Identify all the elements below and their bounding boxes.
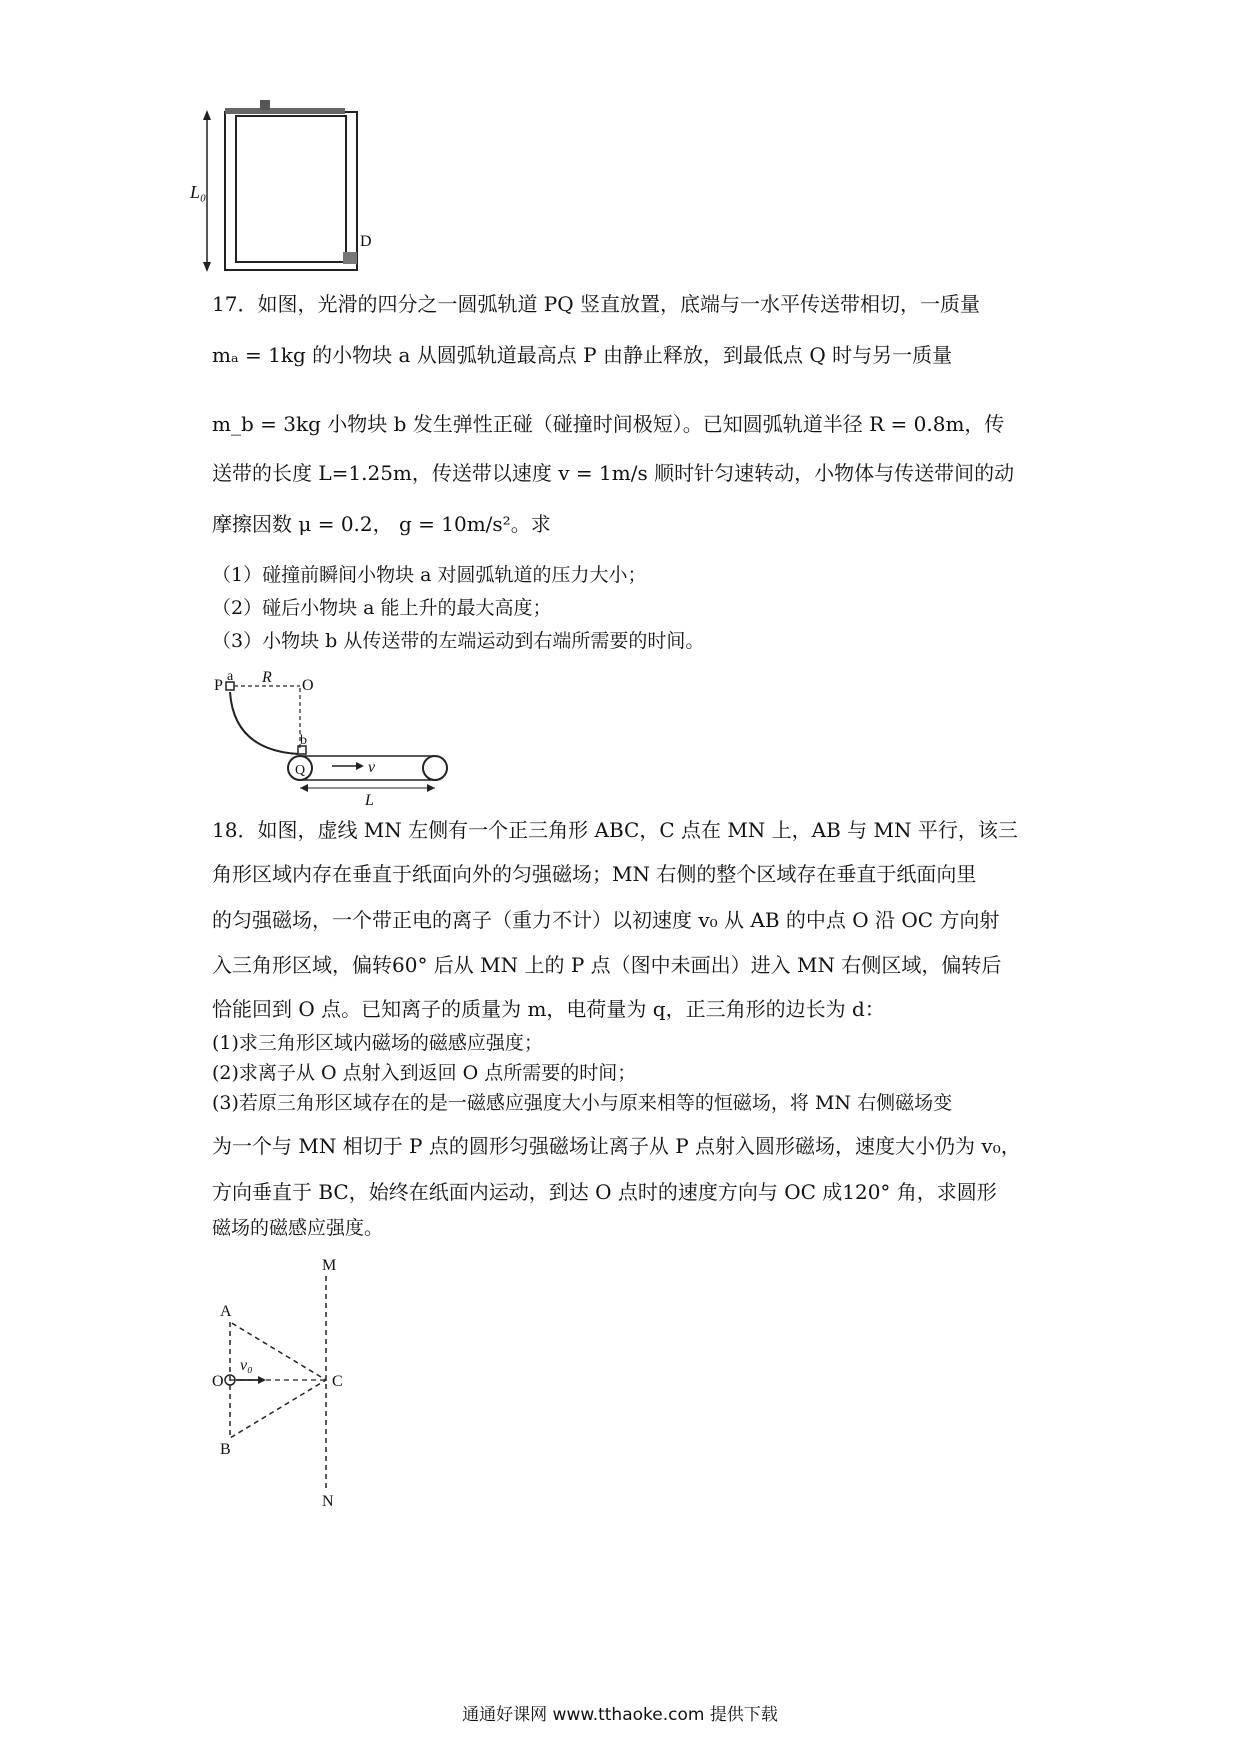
label-v: v: [368, 759, 376, 776]
p17-question-3: （3）小物块 b 从传送带的左端运动到右端所需要的时间。: [212, 630, 705, 652]
label-Q: Q: [295, 763, 306, 778]
label-O: O: [302, 677, 314, 694]
p18-line-5: 恰能回到 O 点。已知离子的质量为 m，电荷量为 q，正三角形的边长为 d：: [212, 997, 885, 1021]
label-C: C: [332, 1373, 343, 1390]
cylinder-outer: [225, 112, 357, 270]
p18-line-8: 磁场的磁感应强度。: [212, 1217, 384, 1239]
p18-line-6: 为一个与 MN 相切于 P 点的圆形匀强磁场让离子从 P 点射入圆形磁场，速度大小仍为 v₀，: [212, 1134, 1021, 1158]
cylinder-figure: [190, 100, 375, 280]
p18-line-2: 角形区域内存在垂直于纸面向外的匀强磁场；MN 右侧的整个区域存在垂直于纸面向里: [212, 862, 977, 886]
p17-question-1: （1）碰撞前瞬间小物块 a 对圆弧轨道的压力大小；: [212, 564, 647, 586]
cylinder-inner: [236, 116, 346, 262]
p17-line-1: 17．如图，光滑的四分之一圆弧轨道 PQ 竖直放置，底端与一水平传送带相切，一质量: [212, 292, 981, 316]
label-v0: v₀: [240, 1357, 253, 1374]
p17-line-5: 摩擦因数 μ = 0.2， g = 10m/s²。求: [212, 512, 551, 536]
p17-line-2: mₐ = 1kg 的小物块 a 从圆弧轨道最高点 P 由静止释放，到最低点 Q 时与另一质量: [212, 343, 953, 367]
label-b: b: [300, 733, 307, 748]
label-M: M: [322, 1257, 337, 1274]
label-A: A: [220, 1303, 232, 1320]
piston-cap: [225, 108, 345, 114]
pulley-right: [423, 756, 447, 780]
p17-line-4: 送带的长度 L=1.25m，传送带以速度 v = 1m/s 顺时针匀速转动，小物体与传送带间的动: [212, 461, 1015, 485]
arc-conveyor-figure: [210, 668, 460, 809]
p18-line-4: 入三角形区域，偏转60° 后从 MN 上的 P 点（图中未画出）进入 MN 右侧区域，偏转后: [212, 953, 1002, 977]
p17-line-3: m_b = 3kg 小物块 b 发生弹性正碰（碰撞时间极短）。已知圆弧轨道半径 R = 0.8m，传: [212, 412, 1005, 436]
label-N: N: [322, 1493, 334, 1510]
footer-watermark: 通通好课网 www.tthaoke.com 提供下载: [462, 1705, 778, 1725]
label-O-point: O: [212, 1373, 224, 1390]
p18-question-2: (2)求离子从 O 点射入到返回 O 点所需要的时间；: [212, 1062, 637, 1084]
label-P: P: [214, 677, 223, 694]
p17-question-2: （2）碰后小物块 a 能上升的最大高度；: [212, 597, 552, 619]
label-R: R: [262, 669, 272, 686]
p18-line-3: 的匀强磁场，一个带正电的离子（重力不计）以初速度 v₀ 从 AB 的中点 O 沿 OC 方向射: [212, 908, 1000, 932]
p18-question-1: (1)求三角形区域内磁场的磁感应强度；: [212, 1032, 543, 1054]
label-B: B: [220, 1441, 231, 1458]
triangle-figure: [200, 1250, 380, 1510]
label-D: D: [360, 233, 372, 250]
label-L0: L₀: [190, 182, 207, 202]
p18-line-7: 方向垂直于 BC，始终在纸面内运动，到达 O 点时的速度方向与 OC 成120° 角，求圆形: [212, 1180, 997, 1204]
label-a: a: [227, 669, 234, 684]
valve-icon: [343, 252, 357, 264]
label-L: L: [365, 792, 374, 809]
piston-knob: [260, 100, 270, 110]
p18-question-3: (3)若原三角形区域存在的是一磁感应强度大小与原来相等的恒磁场，将 MN 右侧磁场变: [212, 1092, 953, 1114]
arc-track: [230, 692, 298, 754]
p18-line-1: 18．如图，虚线 MN 左侧有一个正三角形 ABC，C 点在 MN 上，AB 与 MN 平行，该三: [212, 818, 1018, 842]
